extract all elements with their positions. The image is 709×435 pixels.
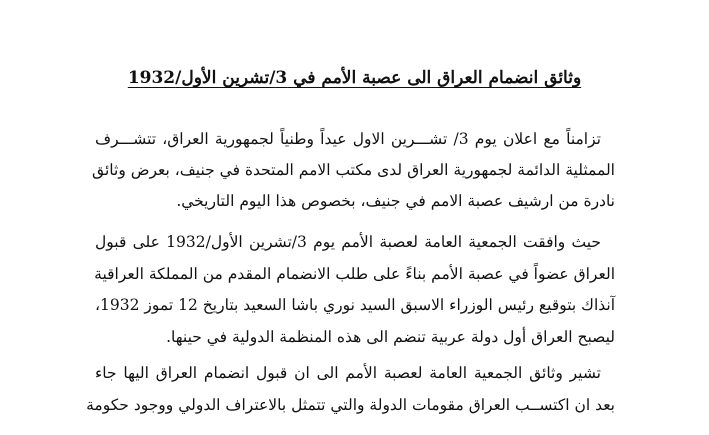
document-title (0, 66, 709, 90)
paragraph-1-line-3: نادرة من ارشيف عصبة الامم في جنيف، بخصوص هذا اليوم التاريخي. (176, 192, 615, 210)
paragraph-3-line-2: بعد ان اكتســب العراق مقومات الدولة والتي تتمثل بالاعتراف الدولي ووجود حكومة (86, 396, 615, 414)
paragraph-2-line-4: ليصبح العراق أول دولة عربية تنضم الى هذه المنظمة الدولية في حينها. (166, 328, 615, 346)
paragraph-2-line-1: حيث وافقت الجمعية العامة لعصبة الأمم يوم 3/تشرين الأول/1932 على قبول (95, 233, 601, 251)
paragraph-1-line-1: تزامناً مع اعلان يوم 3/ تشـــرين الاول عيداً وطنياً لجمهورية العراق، تتشـــرف (95, 130, 601, 148)
paragraph-2-line-3: آنذاك بتوقيع رئيس الوزراء الاسبق السيد نوري باشا السعيد بتاريخ 12 تموز 1932، (95, 296, 616, 314)
paragraph-1-line-2: الممثلية الدائمة لجمهورية العراق لدى مكتب الامم المتحدة في جنيف، بعرض وثائق (92, 161, 615, 179)
paragraph-2-line-2: العراق عضواً في عصبة الأمم بناءً على طلب الانضمام المقدم من المملكة العراقية (94, 265, 615, 283)
paragraph-3-line-1: تشير وثائق الجمعية العامة لعصبة الأمم الى ان قبول انضمام العراق اليها جاء (95, 364, 601, 382)
document-title-text: وثائق انضمام العراق الى عصبة الأمم في 3/تشرين الأول/1932 (127, 68, 582, 88)
